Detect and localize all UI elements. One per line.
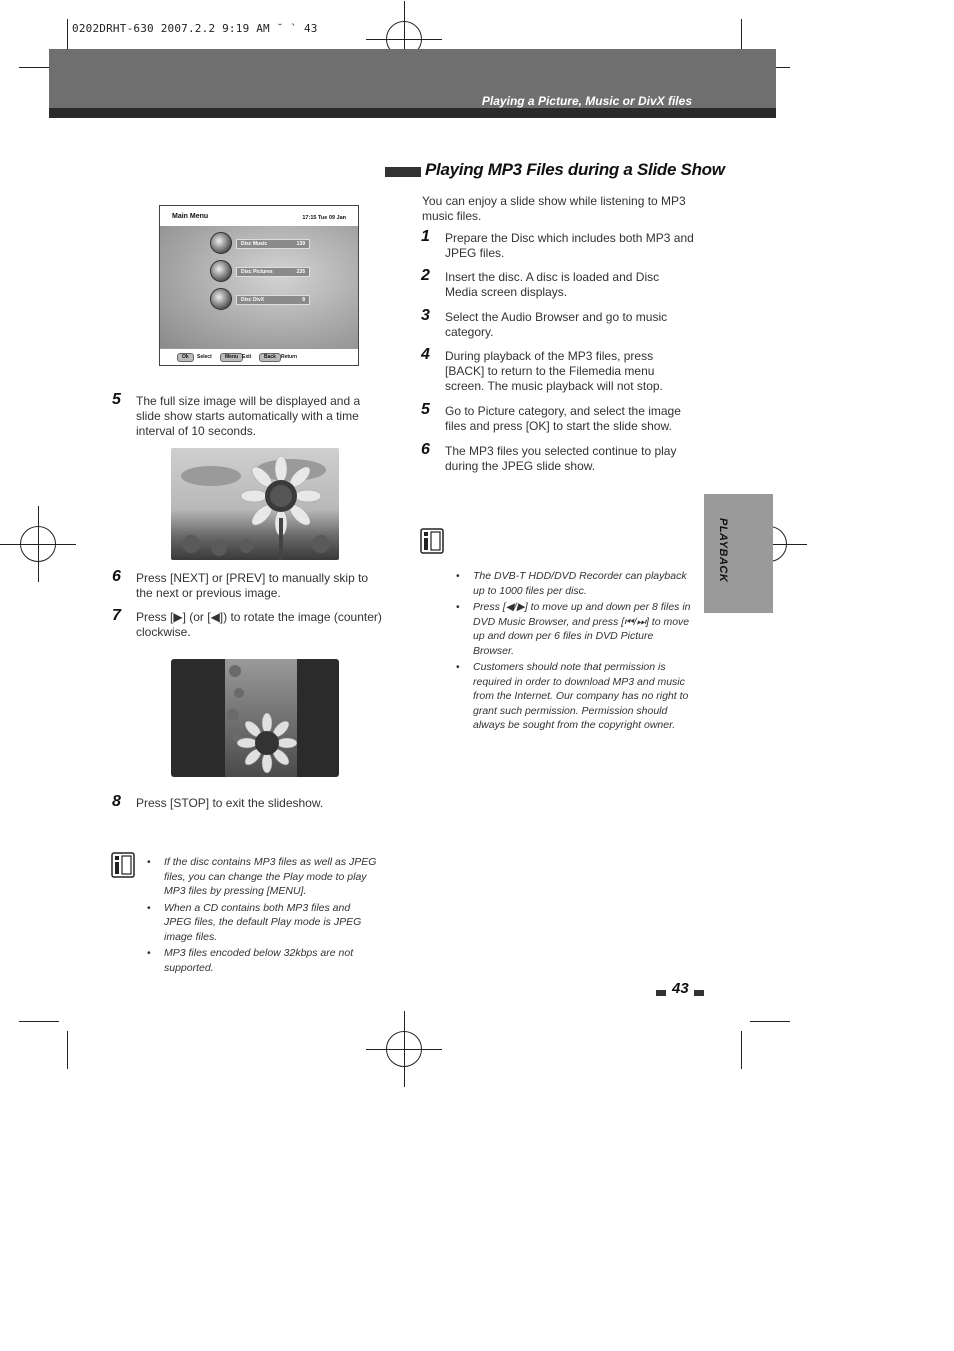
step-number: 7 <box>112 607 121 624</box>
step-number: 8 <box>112 793 121 810</box>
step-text: Press [STOP] to exit the slideshow. <box>136 796 324 810</box>
page-number: 43 <box>672 980 689 997</box>
menu-item-count: 8 <box>302 297 305 303</box>
step-number: 2 <box>421 267 430 284</box>
page-number-mark <box>694 990 704 996</box>
rotated-sunflower-image <box>171 659 339 777</box>
menu-time: 17:15 Tue 09 Jan <box>302 215 346 221</box>
footer-label: Exit <box>242 354 252 360</box>
side-tab <box>704 494 773 613</box>
step-text: The full size image will be displayed and a slide show starts automatically with a time interval of 10 seconds. <box>136 394 361 438</box>
menu-title: Main Menu <box>172 213 209 220</box>
note-item: • The DVB-T HDD/DVD Recorder can playback up to 1000 files per disc. <box>456 569 696 598</box>
step-text: Insert the disc. A disc is loaded and Disc Media screen displays. <box>445 270 660 299</box>
note-item: • Customers should note that permission is required in order to download MP3 and music from the Internet. Our company has no right to grant such permission. Permission should always be sought from the copyright owner. <box>456 660 696 733</box>
print-slug: 0202DRHT-630 2007.2.2 9:19 AM ˘ ` 43 <box>72 22 318 35</box>
menu-item-label: Disc DivX <box>241 297 265 303</box>
step-number: 5 <box>112 391 121 408</box>
step-number: 6 <box>421 441 430 458</box>
note-item: • MP3 files encoded below 32kbps are not supported. <box>147 946 379 975</box>
main-menu-screenshot <box>159 205 359 366</box>
step-text: Press [NEXT] or [PREV] to manually skip to the next or previous image. <box>136 571 369 600</box>
step-number: 3 <box>421 307 430 324</box>
menu-item-count: 139 <box>296 241 305 247</box>
note-item: • When a CD contains both MP3 files and JPEG files, the default Play mode is JPEG image files. <box>147 901 379 945</box>
note-item: • Press [◀/▶] to move up and down per 8 files in DVD Music Browser, and press [⏮/⏭] to move up and down per 6 files in DVD Picture Browser. <box>456 600 696 658</box>
disc-pictures-icon <box>210 260 232 282</box>
page-number-mark <box>656 990 666 996</box>
note-item: • If the disc contains MP3 files as well as JPEG files, you can change the Play mode to play MP3 files by pressing [MENU]. <box>147 855 379 899</box>
back-button: Back <box>259 353 281 362</box>
section-title: Playing MP3 Files during a Slide Show <box>425 160 725 179</box>
left-notes <box>147 855 379 977</box>
menu-background <box>160 226 358 348</box>
menu-footer <box>160 348 358 366</box>
step-number: 1 <box>421 228 430 245</box>
disc-divx-icon <box>210 288 232 310</box>
ok-button: Ok <box>177 353 194 362</box>
disc-music-icon <box>210 232 232 254</box>
section-title-bar <box>385 167 421 177</box>
side-tab-label: PLAYBACK <box>717 518 729 583</box>
note-icon <box>111 852 135 878</box>
step-text: Press [▶] (or [◀]) to rotate the image (counter) clockwise. <box>136 610 382 639</box>
menu-item-count: 235 <box>296 269 305 275</box>
menu-item-label: Disc Music <box>241 241 268 247</box>
step-text: Select the Audio Browser and go to music category. <box>445 310 668 339</box>
header-title: Playing a Picture, Music or DivX files <box>481 94 692 108</box>
step-number: 5 <box>421 401 430 418</box>
menu-button: Menu <box>220 353 243 362</box>
step-text: Prepare the Disc which includes both MP3 and JPEG files. <box>445 231 694 260</box>
header-band-rule <box>49 108 776 118</box>
step-number: 4 <box>421 346 430 363</box>
footer-label: Return <box>281 354 298 360</box>
menu-item-label: Disc Pictures <box>241 269 273 275</box>
crop-mark <box>19 1021 59 1022</box>
step-number: 6 <box>112 568 121 585</box>
step-text: During playback of the MP3 files, press [BACK] to return to the Filemedia menu screen. The music playback will not stop. <box>445 349 663 393</box>
crop-mark <box>67 1031 68 1069</box>
section-intro: You can enjoy a slide show while listening to MP3 music files. <box>422 194 686 223</box>
crop-mark <box>750 1021 790 1022</box>
step-text: Go to Picture category, and select the image files and press [OK] to start the slide show. <box>445 404 681 433</box>
sunflower-image <box>171 448 339 560</box>
crop-mark <box>741 1031 742 1069</box>
right-notes <box>456 569 696 735</box>
note-icon <box>420 528 444 554</box>
footer-label: Select <box>197 354 212 360</box>
step-text: The MP3 files you selected continue to play during the JPEG slide show. <box>445 444 677 473</box>
